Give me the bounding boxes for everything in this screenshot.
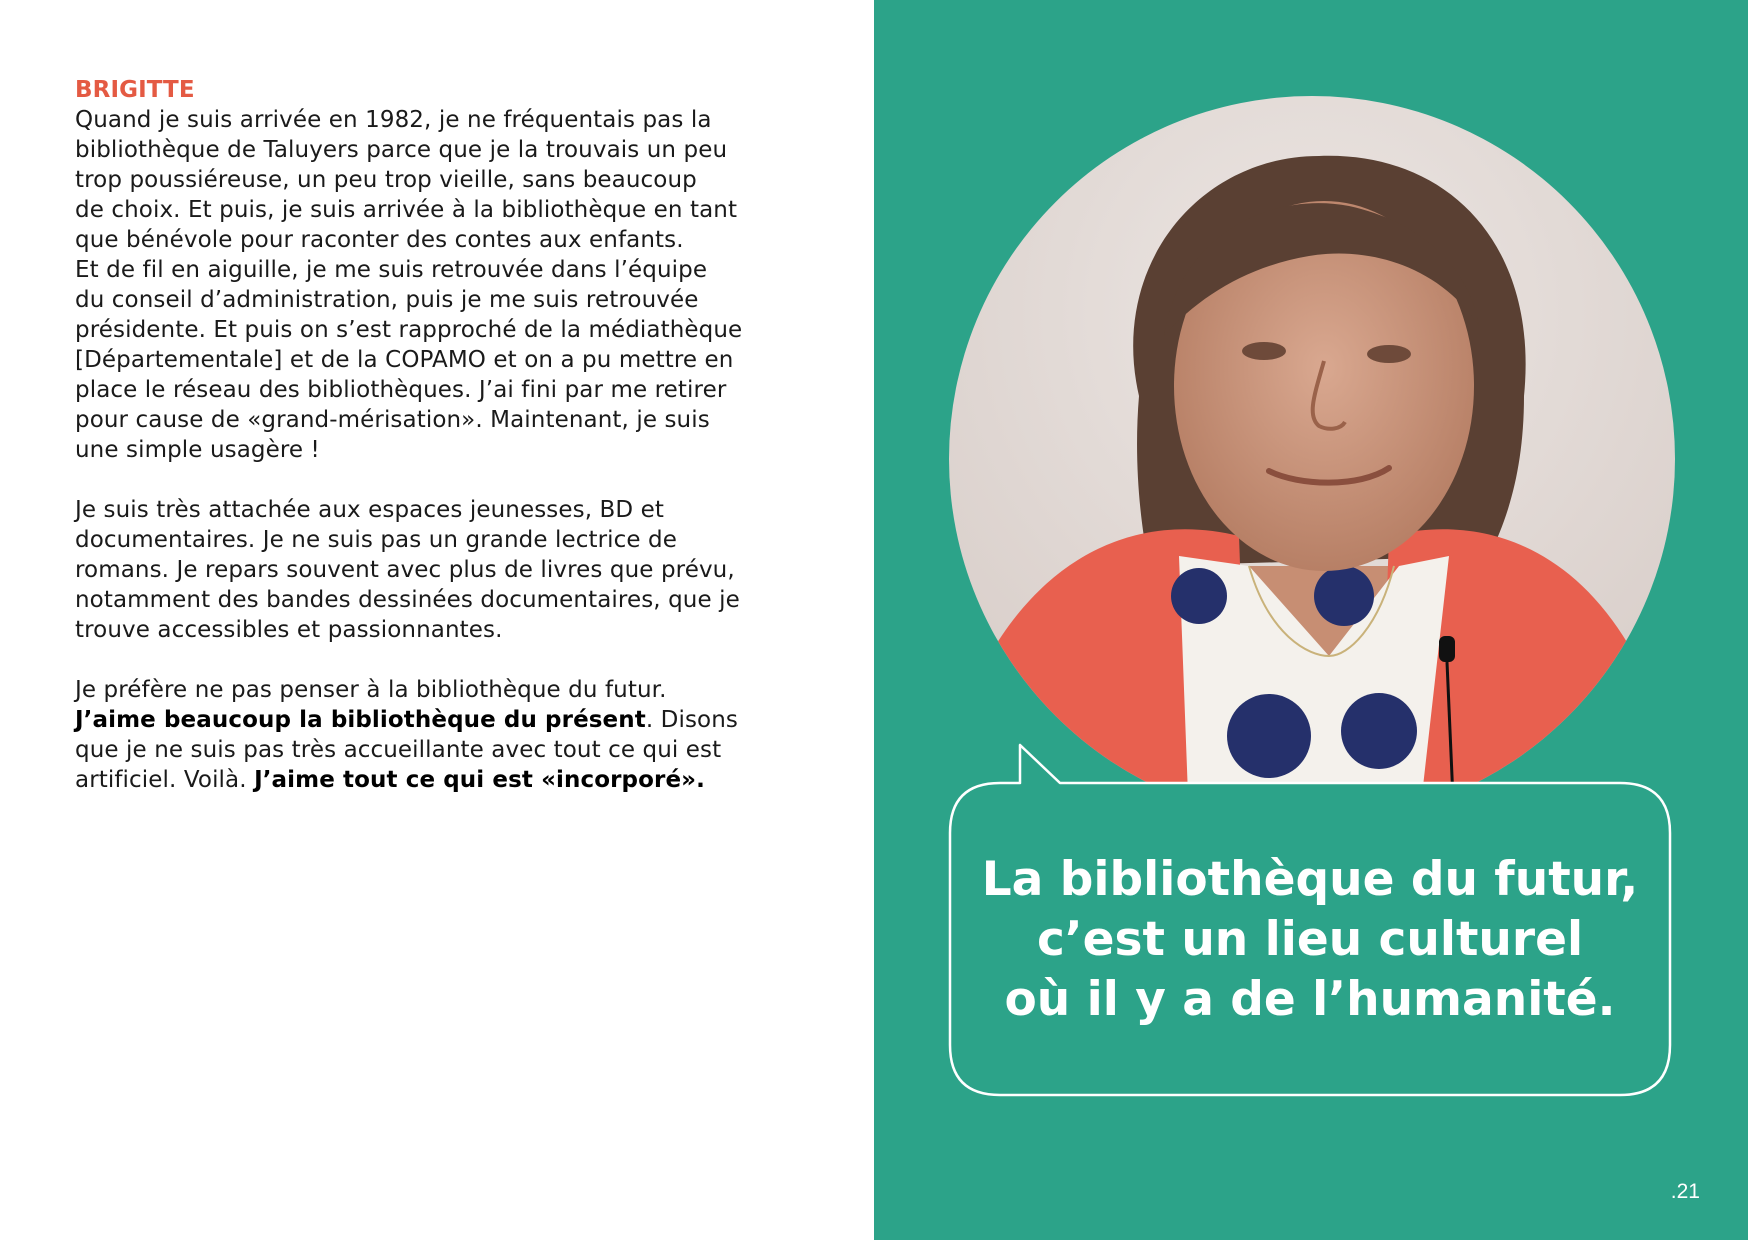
text-run: Et de fil en aiguille, je me suis retrouvée dans l’équipe xyxy=(75,257,708,283)
text-run: du conseil d’administration, puis je me suis retrouvée xyxy=(75,287,699,313)
quote-line: La bibliothèque du futur, xyxy=(981,852,1639,907)
text-line xyxy=(75,495,815,525)
paragraph xyxy=(75,495,815,645)
testimony-paragraphs xyxy=(75,105,815,795)
text-run: trop poussiéreuse, un peu trop vieille, sans beaucoup xyxy=(75,167,697,193)
testimony-text xyxy=(75,75,815,795)
text-run: Je suis très attachée aux espaces jeunesses, BD et xyxy=(75,497,665,523)
text-line xyxy=(75,525,815,555)
speaker-name: BRIGITTE xyxy=(75,77,195,103)
text-line xyxy=(75,675,815,705)
text-run: place le réseau des bibliothèques. J’ai fini par me retirer xyxy=(75,377,727,403)
text-run: [Départementale] et de la COPAMO et on a pu mettre en xyxy=(75,347,734,373)
quote-line: où il y a de l’humanité. xyxy=(1004,972,1616,1027)
quote-line: c’est un lieu culturel xyxy=(1036,912,1584,967)
text-line xyxy=(75,735,815,765)
text-run: que bénévole pour raconter des contes aux enfants. xyxy=(75,227,684,253)
text-line xyxy=(75,105,815,135)
text-line xyxy=(75,585,815,615)
text-run: artificiel. Voilà. xyxy=(75,767,255,793)
bold-emphasis: J’aime tout ce qui est «incorporé». xyxy=(254,767,705,793)
text-run: Je préfère ne pas penser à la bibliothèque du futur. xyxy=(75,677,667,703)
text-line xyxy=(75,555,815,585)
text-run: de choix. Et puis, je suis arrivée à la bibliothèque en tant xyxy=(75,197,738,223)
text-run: trouve accessibles et passionnantes. xyxy=(75,617,503,643)
text-line xyxy=(75,345,815,375)
portrait-photo xyxy=(949,96,1675,822)
text-line xyxy=(75,705,815,735)
text-run: bibliothèque de Taluyers parce que je la trouvais un peu xyxy=(75,137,728,163)
text-run: documentaires. Je ne suis pas un grande lectrice de xyxy=(75,527,678,553)
text-run: . Disons xyxy=(645,707,738,733)
text-line xyxy=(75,405,815,435)
text-line xyxy=(75,375,815,405)
text-run: une simple usagère ! xyxy=(75,437,320,463)
text-line xyxy=(75,315,815,345)
text-line xyxy=(75,285,815,315)
text-line xyxy=(75,225,815,255)
text-line xyxy=(75,615,815,645)
text-line xyxy=(75,255,815,285)
text-run: romans. Je repars souvent avec plus de livres que prévu, xyxy=(75,557,735,583)
paragraph xyxy=(75,675,815,795)
text-run: présidente. Et puis on s’est rapproché de la médiathèque xyxy=(75,317,743,343)
text-run: notamment des bandes dessinées documentaires, que je xyxy=(75,587,740,613)
text-run: pour cause de «grand-mérisation». Maintenant, je suis xyxy=(75,407,710,433)
text-line xyxy=(75,765,815,795)
text-line xyxy=(75,435,815,465)
text-line xyxy=(75,165,815,195)
bold-emphasis: J’aime beaucoup la bibliothèque du présent xyxy=(75,707,646,733)
text-run: que je ne suis pas très accueillante avec tout ce qui est xyxy=(75,737,722,763)
text-line xyxy=(75,135,815,165)
text-run: Quand je suis arrivée en 1982, je ne fréquentais pas la xyxy=(75,107,712,133)
page-number: .21 xyxy=(1670,1180,1700,1203)
text-line xyxy=(75,195,815,225)
pull-quote xyxy=(950,850,1670,1030)
paragraph xyxy=(75,105,815,465)
